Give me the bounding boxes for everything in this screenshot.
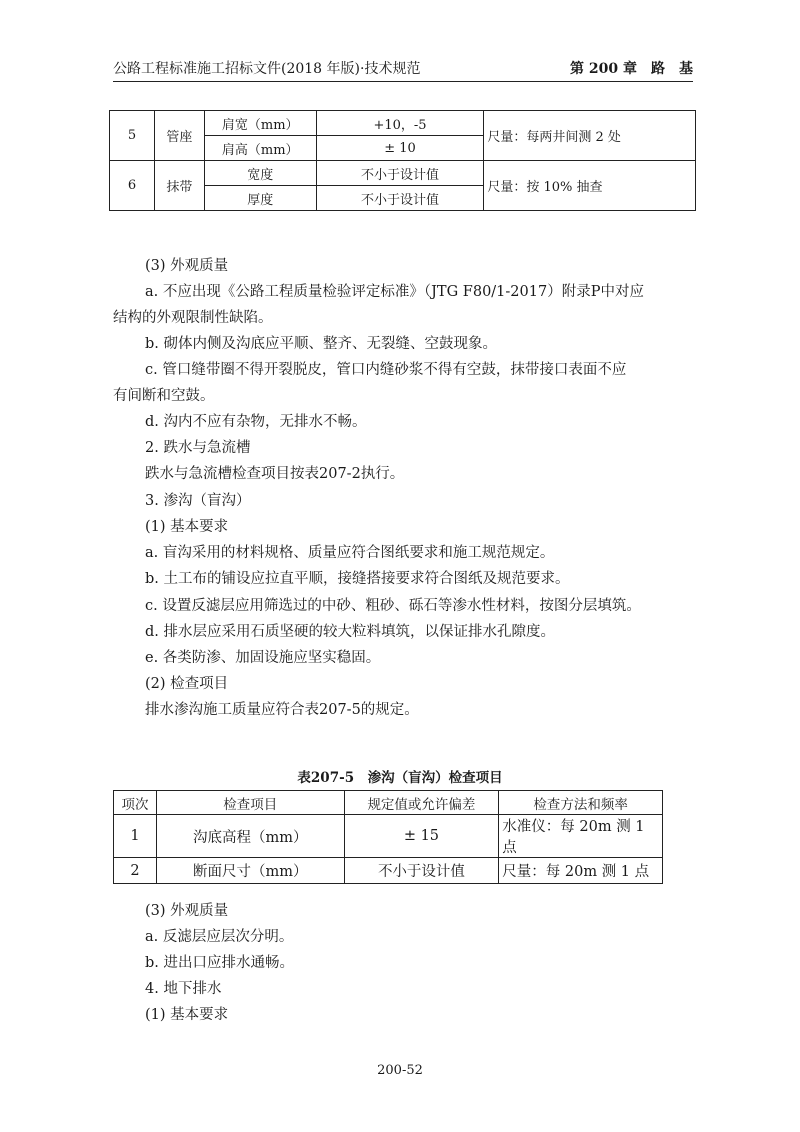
table-caption: 表207-5 渗沟（盲沟）检查项目 [297,770,503,786]
paragraph-item-d: d. 沟内不应有杂物，无排水不畅。 [145,414,367,430]
paragraph-inlet-outlet: b. 进出口应排水通畅。 [145,955,294,971]
table-cell-method: 水准仪：每 20m 测 1 点 [499,815,663,858]
table-cell-tolerance: 不小于设计值 [344,858,499,884]
inspection-table-continued [109,110,696,211]
paragraph-item-a-cont: 结构的外观限制性缺陷。 [113,310,273,326]
table-cell-item: 抹带 [154,161,204,211]
table-cell-tolerance: ± 15 [344,815,499,858]
table-row [114,858,663,884]
paragraph-item-c: c. 管口缝带圈不得开裂脱皮，管口内缝砂浆不得有空鼓，抹带接口表面不应 [145,362,627,378]
table-cell-no: 1 [114,815,157,858]
paragraph-item-a: a. 不应出现《公路工程质量检验评定标准》（JTG F80/1-2017）附录P中对应 [145,284,644,300]
heading-seepage-ditch: 3. 渗沟（盲沟） [145,493,251,509]
table-cell-item: 沟底高程（mm） [156,815,344,858]
table-cell-item: 管座 [154,111,204,161]
heading-drop-and-chute: 2. 跌水与急流槽 [145,440,251,456]
paragraph-drop-chute-ref: 跌水与急流槽检查项目按表207-2执行。 [145,466,405,482]
paragraph-req-c: c. 设置反滤层应用筛选过的中砂、粗砂、砾石等渗水性材料，按图分层填筑。 [145,598,641,614]
table-cell-value: +10，-5 [316,111,484,136]
heading-basic-requirements-2: (1) 基本要求 [145,1007,229,1023]
table-cell-value: 不小于设计值 [316,186,484,211]
table-cell-item: 断面尺寸（mm） [156,858,344,884]
column-header-tolerance: 规定值或允许偏差 [344,791,499,815]
table-header-row [114,791,663,815]
table-cell-value: ± 10 [316,136,484,161]
heading-inspection-items: (2) 检查项目 [145,676,229,692]
table-cell-method: 尺量：每两井间测 2 处 [484,111,696,161]
paragraph-req-d: d. 排水层应采用石质坚硬的较大粒料填筑，以保证排水孔隙度。 [145,624,555,640]
table-cell-no: 5 [110,111,155,161]
heading-appearance-quality-2: (3) 外观质量 [145,903,229,919]
table-cell-no: 2 [114,858,157,884]
heading-basic-requirements: (1) 基本要求 [145,519,229,535]
paragraph-filter-layer: a. 反滤层应层次分明。 [145,929,294,945]
column-header-no: 项次 [114,791,157,815]
column-header-item: 检查项目 [156,791,344,815]
paragraph-req-a: a. 盲沟采用的材料规格、质量应符合图纸要求和施工规范规定。 [145,545,555,561]
column-header-method: 检查方法和频率 [499,791,663,815]
heading-underground-drainage: 4. 地下排水 [145,981,222,997]
table-cell-value: 不小于设计值 [316,161,484,186]
header-chapter-title: 第 200 章 路 基 [570,61,693,77]
table-row [110,161,696,186]
table-row [114,815,663,858]
page-header [113,56,693,82]
table-row [110,111,696,136]
table-cell-subitem: 肩高（mm） [204,136,316,161]
paragraph-table-ref: 排水渗沟施工质量应符合表207-5的规定。 [145,702,419,718]
table-cell-subitem: 宽度 [204,161,316,186]
table-cell-no: 6 [110,161,155,211]
seepage-ditch-inspection-table [113,790,663,884]
paragraph-req-e: e. 各类防渗、加固设施应坚实稳固。 [145,650,381,666]
heading-appearance-quality: (3) 外观质量 [145,258,229,274]
header-document-title: 公路工程标准施工招标文件(2018 年版)·技术规范 [113,61,421,77]
paragraph-req-b: b. 土工布的铺设应拉直平顺，接缝搭接要求符合图纸及规范要求。 [145,571,570,587]
table-cell-method: 尺量：按 10% 抽查 [484,161,696,211]
table-cell-subitem: 厚度 [204,186,316,211]
table-cell-method: 尺量：每 20m 测 1 点 [499,858,663,884]
paragraph-item-c-cont: 有间断和空鼓。 [113,388,215,404]
table-cell-subitem: 肩宽（mm） [204,111,316,136]
page-number: 200-52 [377,1063,423,1078]
paragraph-item-b: b. 砌体内侧及沟底应平顺、整齐、无裂缝、空鼓现象。 [145,336,497,352]
